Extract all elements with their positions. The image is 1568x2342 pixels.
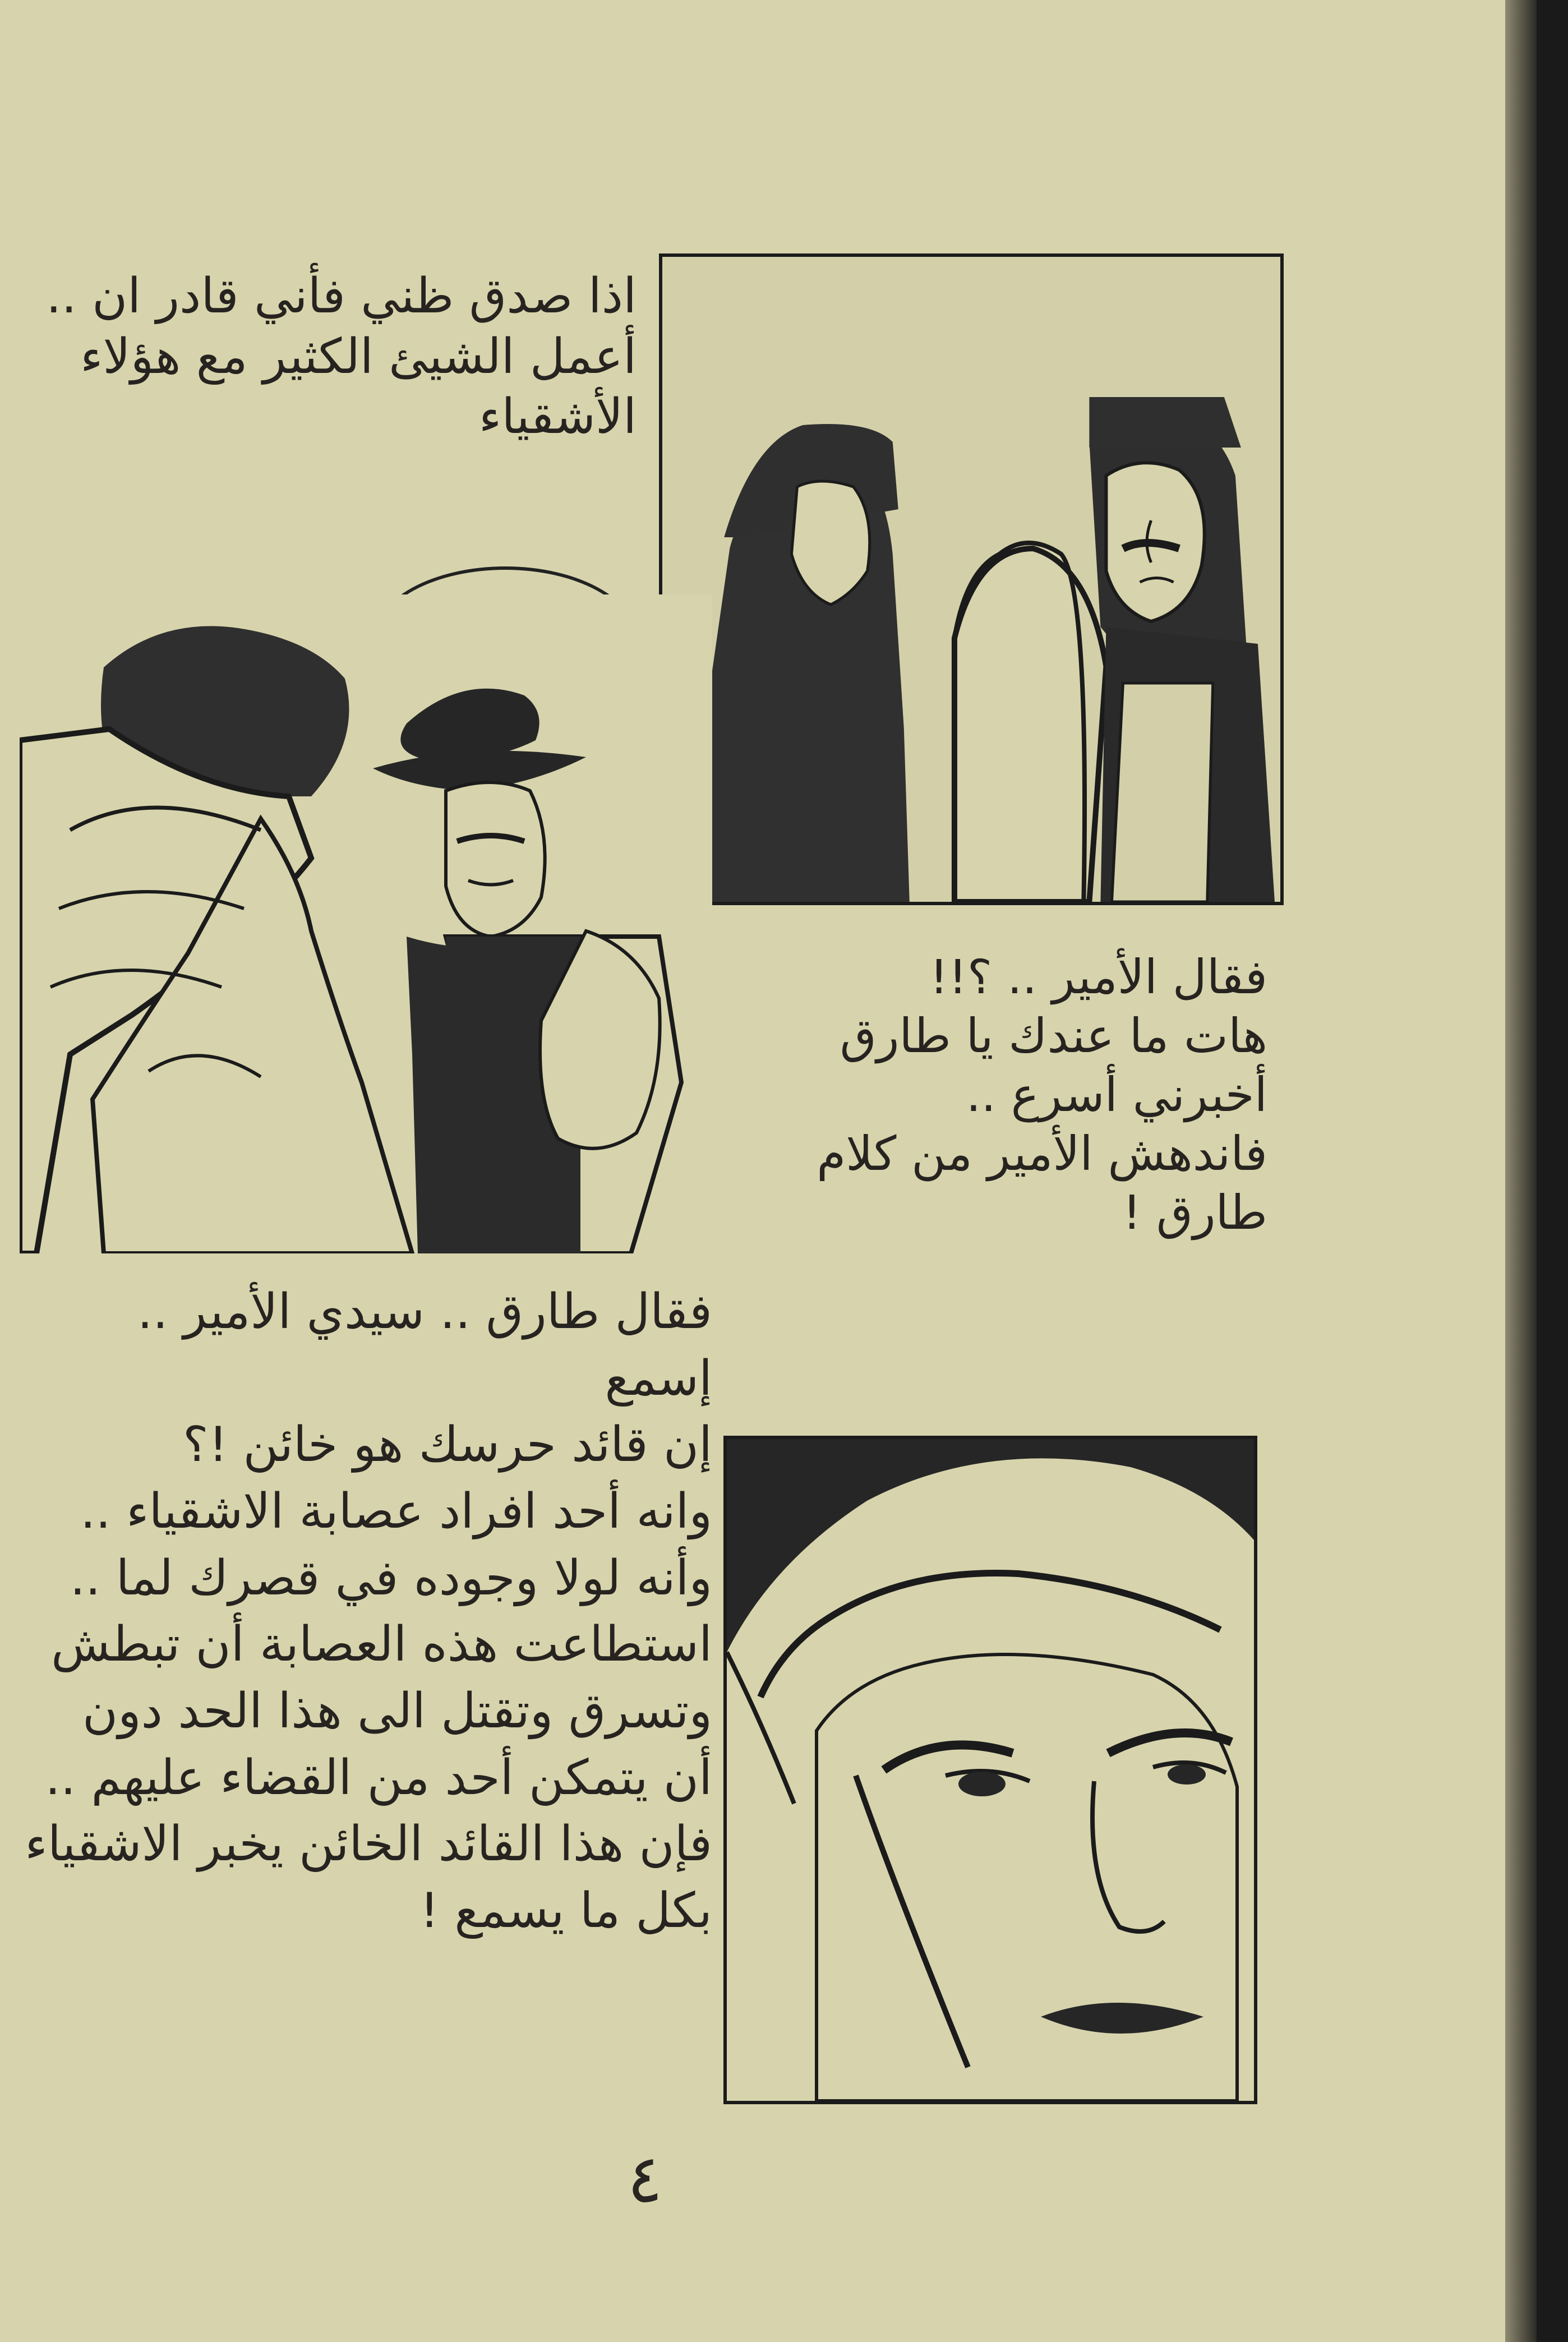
caption-bottom-left: فقال طارق .. سيدي الأمير .. إسمع إن قائد حرسك هو خائن !؟ وانه أحد افراد عصابة الاشقياء .. وأنه لولا وجوده في قصرك لما .. استطاعت هذه العصابة أن تبطش وتسرق وتقتل الى هذا الحد دون أن يتمكن أحد من القضاء عليهم .. فإن هذا القائد الخائن يخبر الاشقياء بكل ما يسمع ! <box>25 1284 712 1939</box>
panel-tariq-closeup-art <box>727 1439 1254 2101</box>
caption-middle-right: فقال الأمير .. ؟!! هات ما عندك يا طارق أخبرني أسرع .. فاندهش الأمير من كلام طارق ! <box>817 949 1267 1240</box>
panel-prince-art <box>662 257 1280 902</box>
panel-prince-and-servants <box>659 253 1284 905</box>
page-number: ٤ <box>627 2140 663 2217</box>
page-edge <box>1505 0 1537 2342</box>
illustration-tariq-and-prince <box>20 594 712 1253</box>
caption-top-left: اذا صدق ظني فأني قادر ان .. أعمل الشيئ الكثير مع هؤلاء الأشقياء <box>46 268 637 445</box>
panel-tariq-closeup <box>723 1436 1257 2104</box>
